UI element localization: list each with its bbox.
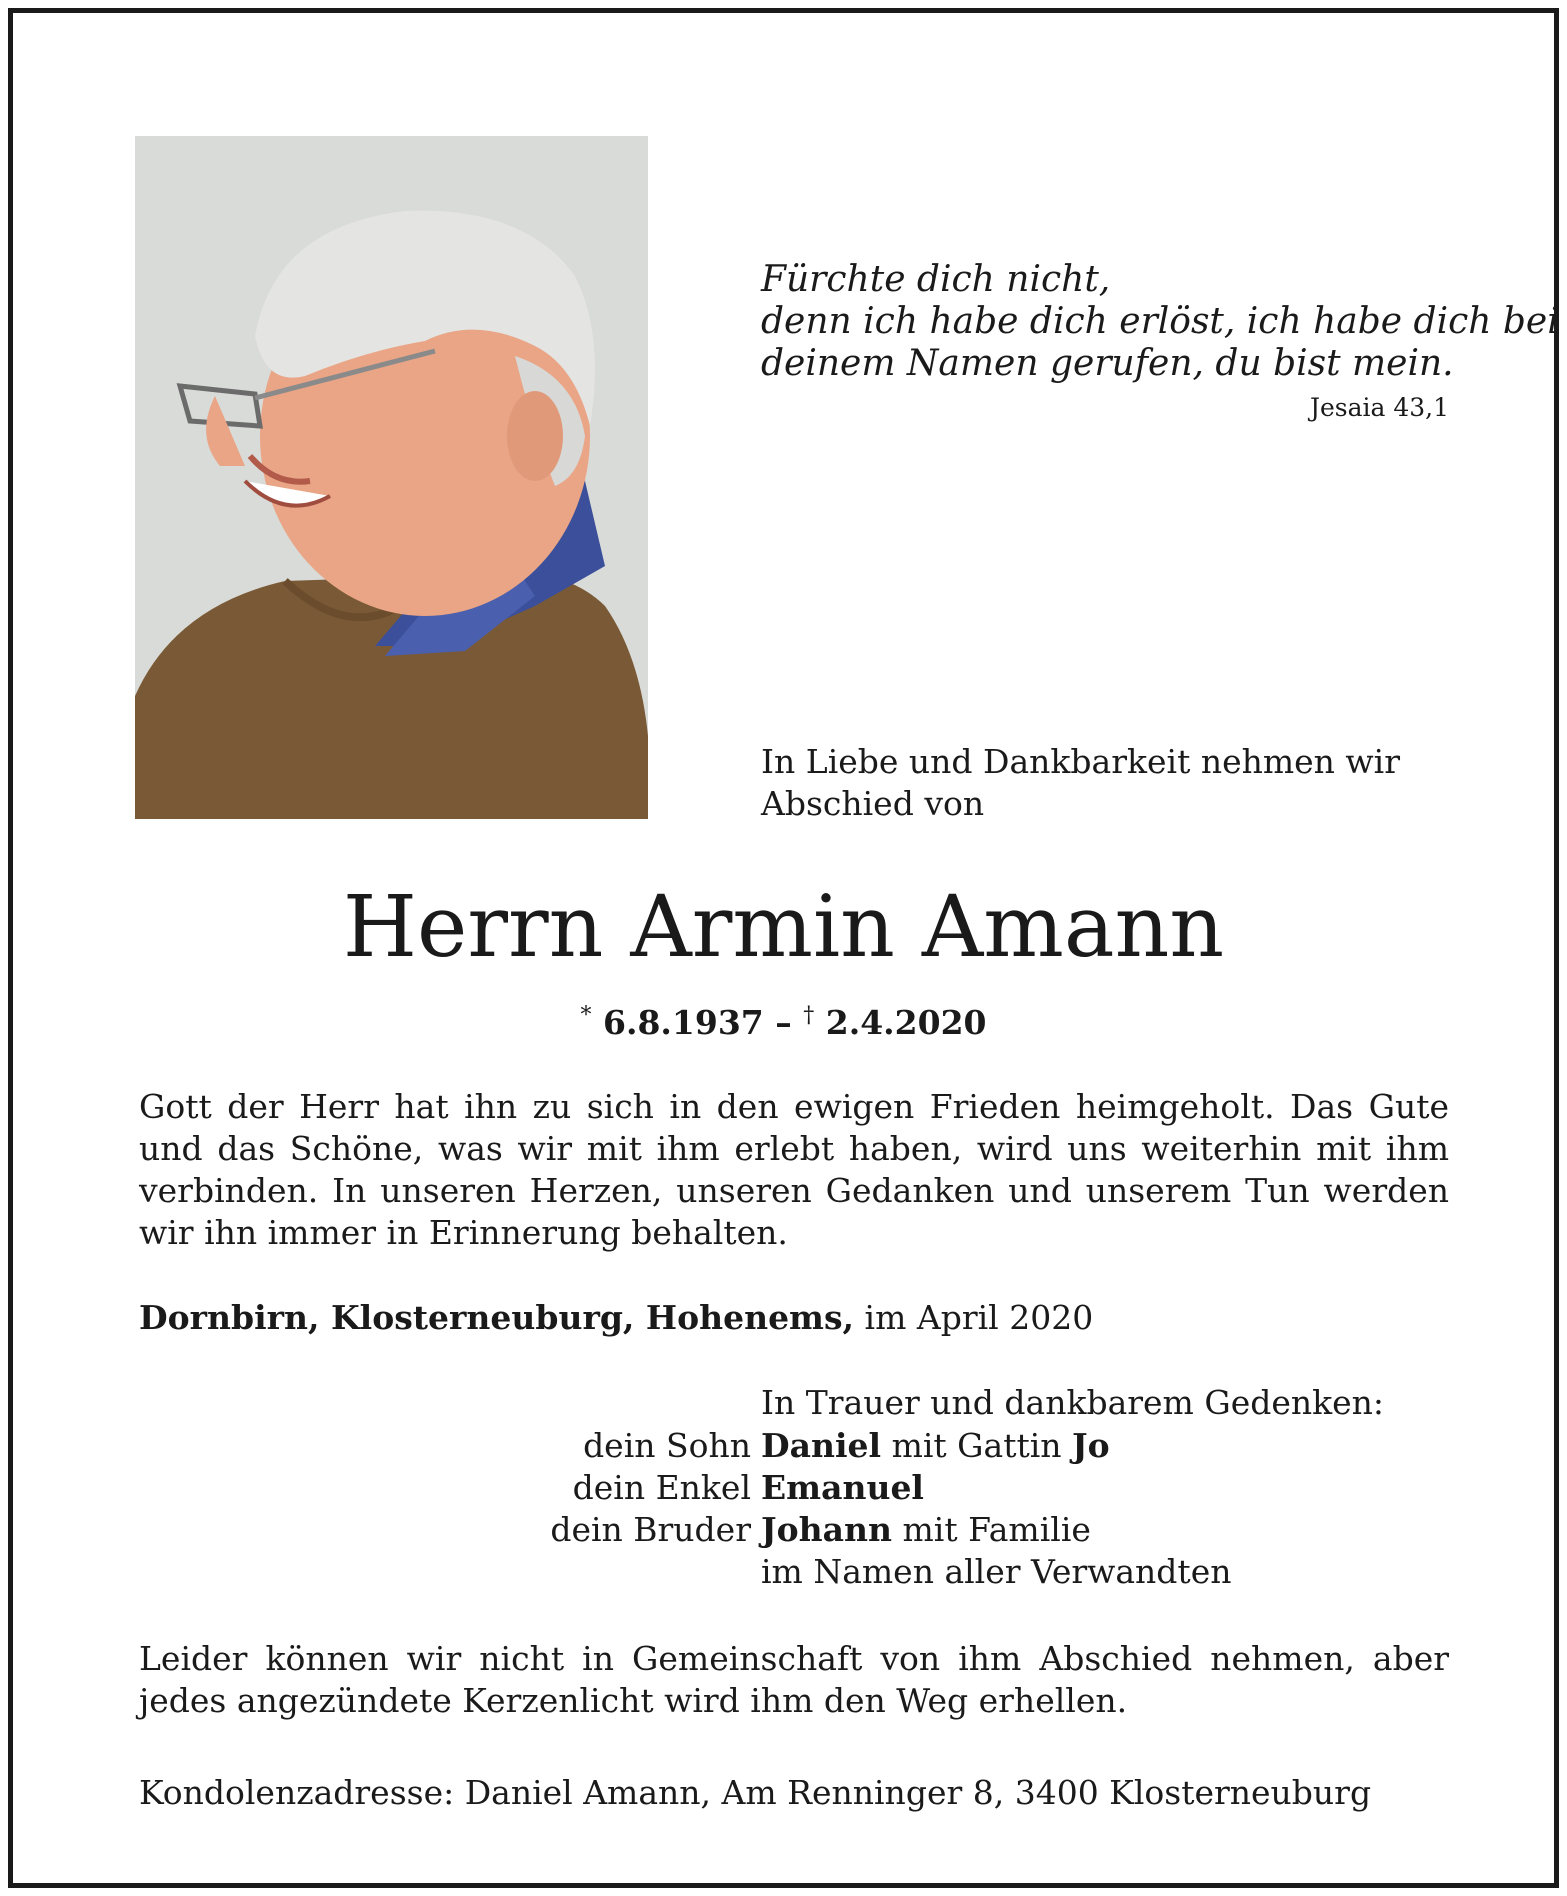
mourner-name2: Jo [1072, 1426, 1110, 1465]
birth-symbol: * [580, 1003, 592, 1028]
verse-line: denn ich habe dich erlöst, ich habe dich bei [761, 301, 1559, 342]
life-dates [13, 1003, 1554, 1042]
obituary-frame [8, 8, 1559, 1888]
mourner-middle: im Namen aller Verwandten [761, 1552, 1232, 1591]
mourner-name: Johann [761, 1510, 892, 1549]
death-symbol: † [803, 1003, 815, 1028]
places-date: im April 2020 [864, 1298, 1094, 1337]
date-separator: – [775, 1003, 792, 1042]
mourner-names [761, 1425, 1110, 1467]
intro-line: In Liebe und Dankbarkeit nehmen wir [761, 742, 1401, 781]
verse-reference: Jesaia 43,1 [1309, 393, 1449, 422]
mourner-relation: dein Sohn [583, 1426, 751, 1465]
closing-text: Leider können wir nicht in Gemeinschaft von ihm Abschied nehmen, aber jedes angezündete Kerzenlicht wird ihm den Weg erhellen. [139, 1639, 1449, 1720]
deceased-name: Herrn Armin Amann [342, 878, 1225, 977]
intro-line: Abschied von [761, 784, 985, 823]
mourner-names [761, 1509, 1091, 1551]
mourner-middle: mit Familie [902, 1510, 1091, 1549]
verse-line: Fürchte dich nicht, [761, 259, 1111, 300]
mourner-names [761, 1551, 1231, 1593]
places-line [139, 1298, 1439, 1337]
mourner-relation: dein Bruder [550, 1510, 751, 1549]
condolence-address: Kondolenzadresse: Daniel Amann, Am Renninger 8, 3400 Klosterneuburg [139, 1773, 1372, 1812]
mourners-heading: In Trauer und dankbarem Gedenken: [761, 1383, 1385, 1422]
mourner-names [761, 1467, 924, 1509]
places-towns: Dornbirn, Klosterneuburg, Hohenems, [139, 1298, 855, 1337]
mourner-name: Daniel [761, 1426, 882, 1465]
birth-date: 6.8.1937 [603, 1003, 764, 1042]
mourner-name: Emanuel [761, 1468, 924, 1507]
mourner-middle: mit Gattin [891, 1426, 1062, 1465]
intro-text [761, 741, 1461, 825]
death-date: 2.4.2020 [825, 1003, 987, 1042]
mourner-relation: dein Enkel [572, 1468, 751, 1507]
verse-line: deinem Namen gerufen, du bist mein. [761, 343, 1454, 384]
body-text: Gott der Herr hat ihn zu sich in den ewigen Frieden heimgeholt. Das Gute und das Schöne, was wir mit ihm erlebt haben, wird uns weiterhin mit ihm verbinden. In unseren Herzen, unseren Gedanken und unserem Tun werden wir ihn immer in Erinnerung behalten. [139, 1087, 1449, 1252]
bible-verse [761, 259, 1559, 385]
portrait-photo [135, 136, 648, 819]
